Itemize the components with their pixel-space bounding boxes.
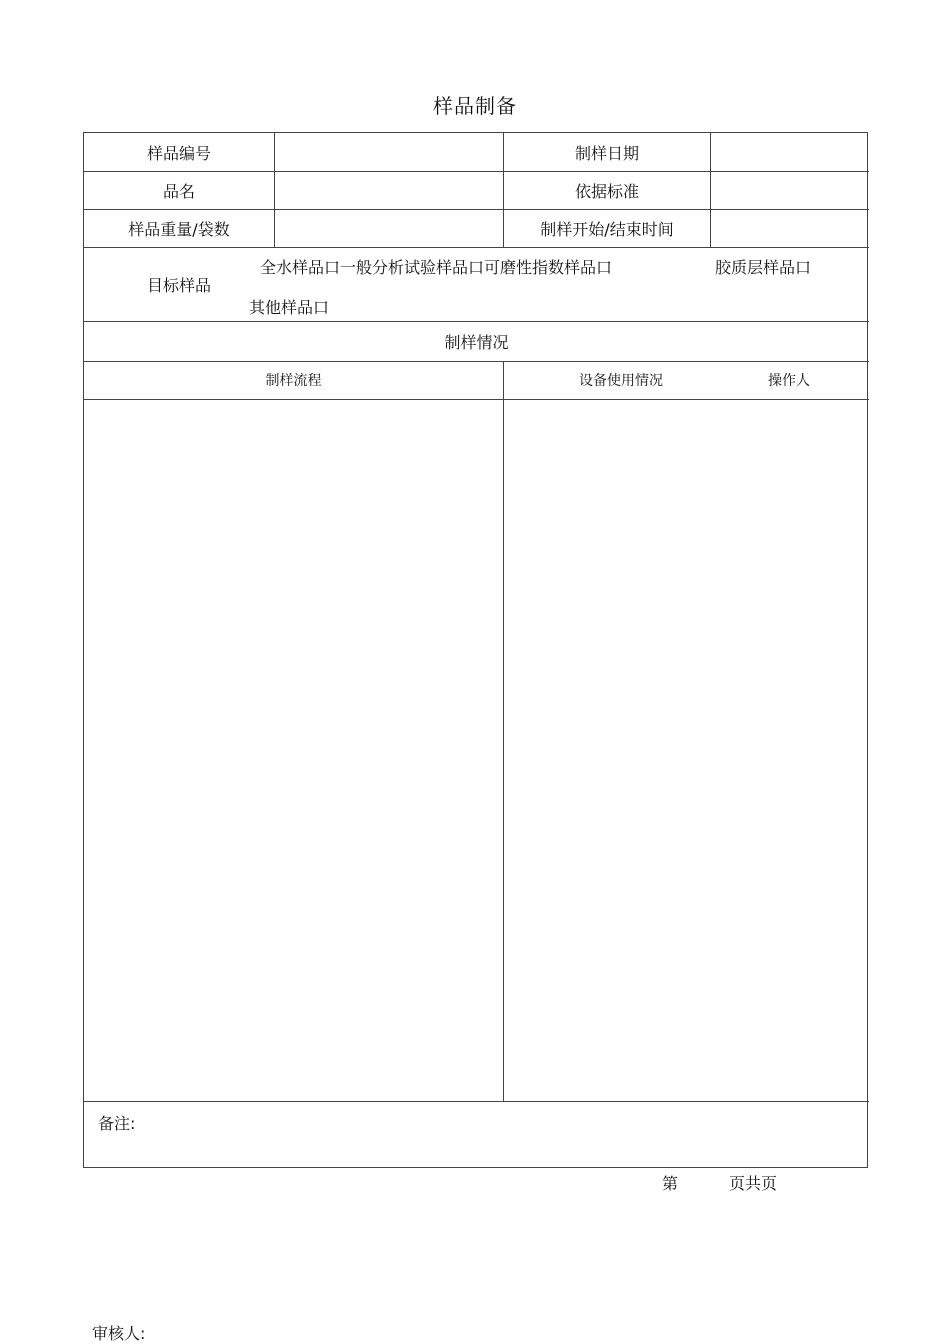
label-start-end-time: 制样开始/结束时间	[540, 219, 674, 239]
section-title: 制样情况	[444, 332, 509, 352]
label-sample-number: 样品编号	[146, 143, 211, 163]
label-product-name: 品名	[162, 181, 195, 201]
remarks-label: 备注:	[98, 1114, 136, 1133]
column-header-process: 制样流程	[265, 373, 322, 389]
sample-number-field[interactable]	[275, 133, 503, 171]
target-option-other[interactable]: 其他样品口	[249, 298, 330, 317]
column-header-operator: 操作人	[768, 373, 810, 389]
target-options-line[interactable]: 全水样品口一般分析试验样品口可磨性指数样品口	[260, 258, 613, 277]
label-target-sample: 目标样品	[146, 275, 211, 295]
weight-bags-field[interactable]	[275, 209, 503, 247]
prep-date-field[interactable]	[711, 133, 868, 171]
remarks-area[interactable]	[84, 1102, 868, 1167]
page-number-prefix: 第	[662, 1174, 679, 1193]
label-weight-bags: 样品重量/袋数	[128, 219, 230, 239]
page-title: 样品制备	[433, 94, 517, 118]
page-number-suffix: 页共页	[729, 1174, 778, 1193]
label-standard: 依据标准	[574, 181, 639, 201]
reviewer-label: 审核人:	[92, 1324, 146, 1343]
standard-field[interactable]	[711, 171, 868, 209]
process-area[interactable]	[84, 400, 503, 1101]
label-prep-date: 制样日期	[574, 143, 639, 163]
column-header-equipment: 设备使用情况	[579, 373, 663, 389]
sample-prep-form	[83, 132, 868, 1168]
equipment-area[interactable]	[504, 400, 868, 1101]
target-option-colloid[interactable]: 胶质层样品口	[715, 258, 812, 277]
product-name-field[interactable]	[275, 171, 503, 209]
start-end-time-field[interactable]	[711, 209, 868, 247]
